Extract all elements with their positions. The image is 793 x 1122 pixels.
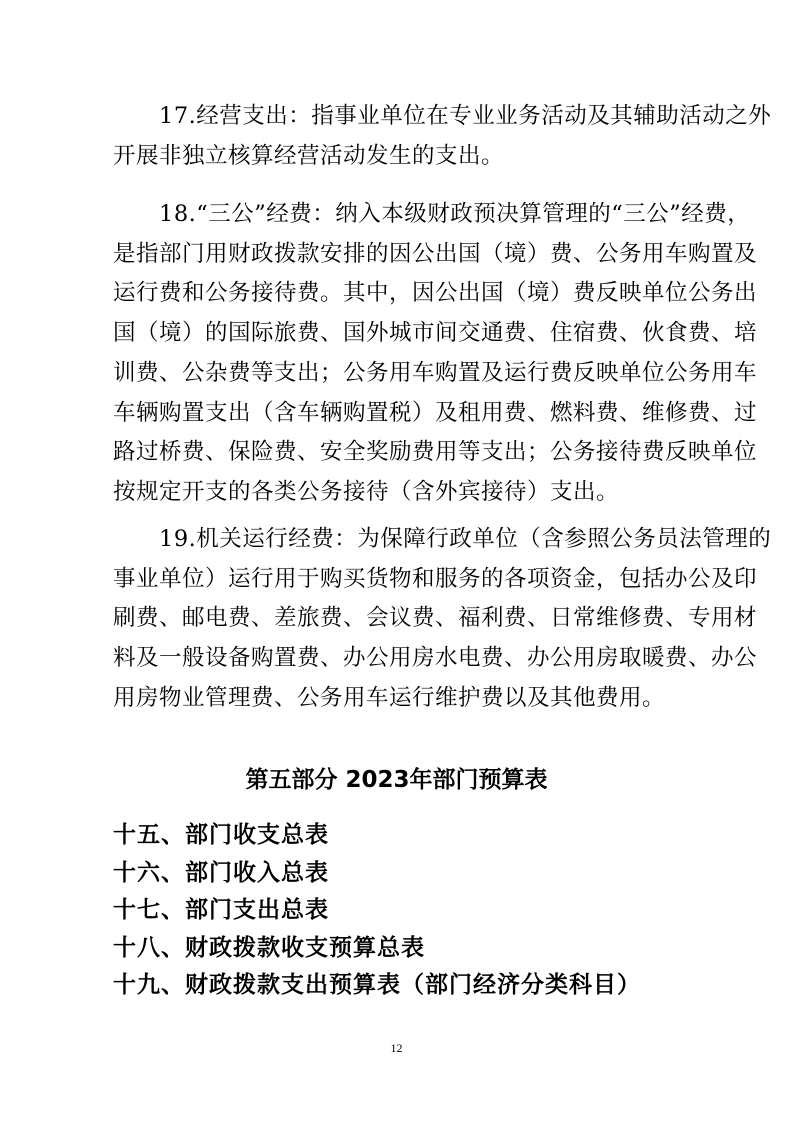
budget-table-list xyxy=(113,817,713,1005)
list-item: 十七、部门支出总表 xyxy=(113,897,329,923)
paragraph-17 xyxy=(113,97,772,176)
list-item: 十五、部门收支总表 xyxy=(113,822,329,848)
paragraph-line: 刷费、邮电费、差旅费、会议费、福利费、日常维修费、专用材 xyxy=(113,605,758,632)
paragraph-line: 按规定开支的各类公务接待（含外宾接待）支出。 xyxy=(113,478,620,505)
paragraph-line: 训费、公杂费等支出；公务用车购置及运行费反映单位公务用车 xyxy=(113,359,758,386)
paragraph-line: 开展非独立核算经营活动发生的支出。 xyxy=(113,142,505,169)
list-item: 十九、财政拨款支出预算表（部门经济分类科目） xyxy=(113,972,641,998)
paragraph-line: 17.经营支出：指事业单位在专业业务活动及其辅助活动之外 xyxy=(113,103,772,129)
list-item: 十六、部门收入总表 xyxy=(113,859,329,886)
paragraph-line: 18.“三公”经费：纳入本级财政预决算管理的“三公”经费， xyxy=(113,201,751,227)
paragraph-line: 路过桥费、保险费、安全奖励费用等支出；公务接待费反映单位 xyxy=(113,439,758,466)
paragraph-line: 用房物业管理费、公务用车运行维护费以及其他费用。 xyxy=(113,684,666,711)
list-item: 十八、财政拨款收支预算总表 xyxy=(113,934,425,961)
paragraph-line: 车辆购置支出（含车辆购置税）及租用费、燃料费、维修费、过 xyxy=(113,399,758,426)
page-number: 12 xyxy=(390,1041,403,1055)
paragraph-line: 料及一般设备购置费、办公用房水电费、办公用房取暖费、办公 xyxy=(113,645,758,672)
paragraph-19 xyxy=(113,520,772,719)
paragraph-line: 国（境）的国际旅费、国外城市间交通费、住宿费、伙食费、培 xyxy=(113,320,758,347)
paragraph-line: 事业单位）运行用于购买货物和服务的各项资金，包括办公及印 xyxy=(113,565,758,592)
paragraph-line: 19.机关运行经费：为保障行政单位（含参照公务员法管理的 xyxy=(113,526,772,552)
paragraph-line: 是指部门用财政拨款安排的因公出国（境）费、公务用车购置及 xyxy=(113,240,758,267)
paragraph-18 xyxy=(113,195,758,513)
paragraph-line: 运行费和公务接待费。其中，因公出国（境）费反映单位公务出 xyxy=(113,280,758,307)
section-heading: 第五部分 2023年部门预算表 xyxy=(245,767,548,793)
